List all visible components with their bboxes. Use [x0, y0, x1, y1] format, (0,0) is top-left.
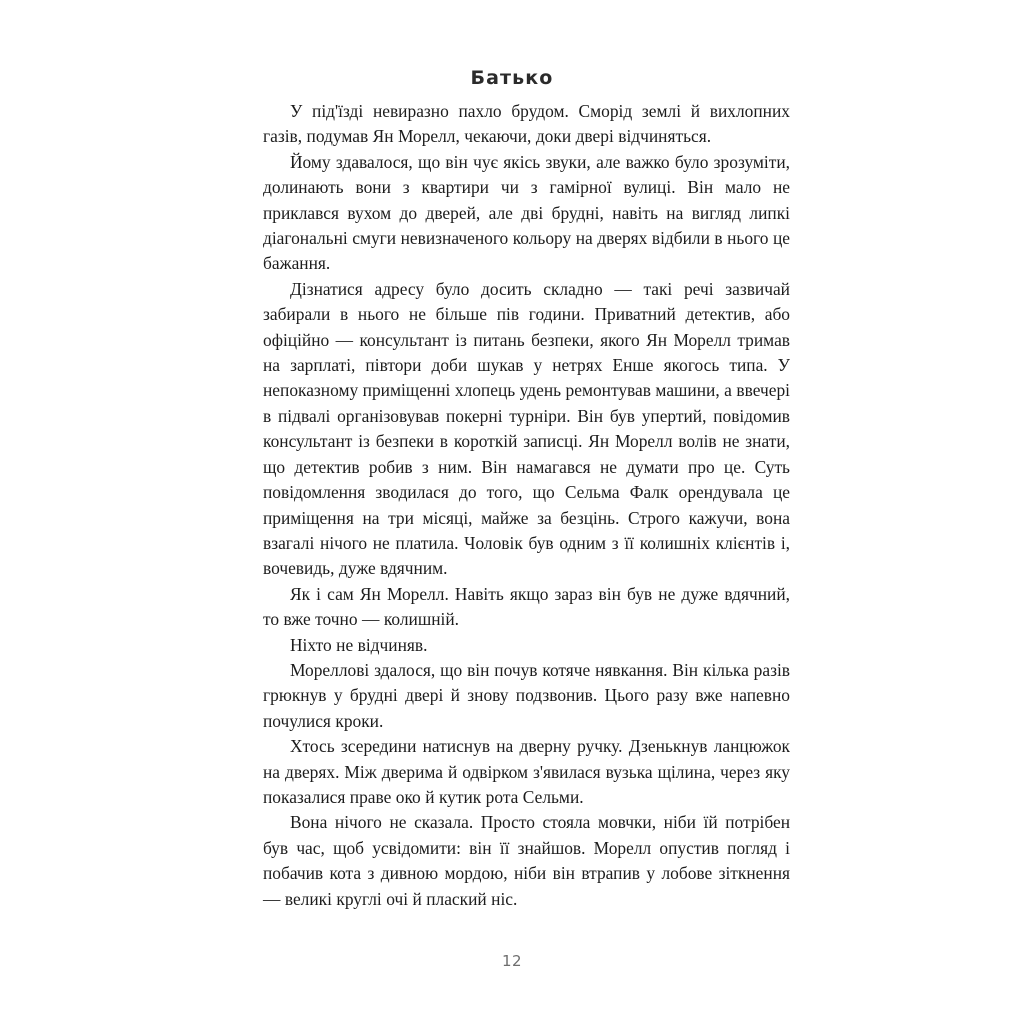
- paragraph: Ніхто не відчиняв.: [290, 634, 428, 655]
- body-text-column: [263, 99, 790, 912]
- paragraph: Хтось зсередини натиснув на дверну ручку. Дзенькнув ланцюжок на дверях. Між дверима й одвірком з'явилася вузька щілина, через яку показалися праве око й кутик рота Сельми.: [263, 736, 790, 807]
- paragraph: Дізнатися адресу було досить складно — такі речі зазвичай забирали в нього не більше пів години. Приватний детектив, або офіційно — консультант із питань безпеки, якого Ян Морелл тримав на зарплаті, півтори доби шукав у нетрях Енше якогось типа. У непоказному приміщенні хлопець удень ремонтував машини, а ввечері в підвалі організовував покерні турніри. Він був упертий, повідомив консультант із безпеки в короткій записці. Ян Морелл волів не знати, що детектив робив з ним. Він намагався не думати про це. Суть повідомлення зводилася до того, що Сельма Фалк орендувала це приміщення на три місяці, майже за безцінь. Строго кажучи, вона взагалі нічого не платила. Чоловік був одним з її колишніх клієнтів і, вочевидь, дуже вдячним.: [263, 278, 790, 579]
- page-number: 12: [501, 952, 523, 970]
- paragraph: У під'їзді невиразно пахло брудом. Сморід землі й вихлопних газів, подумав Ян Морелл, чекаючи, доки двері відчиняться.: [263, 101, 790, 147]
- paragraph: Мореллові здалося, що він почув котяче нявкання. Він кілька разів грюкнув у брудні двері й знову подзвонив. Цього разу вже напевно почулися кроки.: [263, 659, 790, 731]
- paragraph: Як і сам Ян Морелл. Навіть якщо зараз він був не дуже вдячний, то вже точно — колишній.: [263, 583, 790, 630]
- paragraph: Йому здавалося, що він чує якісь звуки, але важко було зрозуміти, долинають вони з квартири чи з гамірної вулиці. Він мало не приклався вухом до дверей, але дві брудні, навіть на вигляд липкі діагональні смуги невизначеного кольору на дверях відбили в нього це бажання.: [263, 151, 790, 274]
- paragraph: Вона нічого не сказала. Просто стояла мовчки, ніби їй потрібен був час, щоб усвідомити: він її знайшов. Морелл опустив погляд і побачив кота з дивною мордою, ніби він втрапив у лобове зіткнення — великі круглі очі й плаский ніс.: [263, 812, 790, 909]
- chapter-title: Батько: [470, 66, 554, 89]
